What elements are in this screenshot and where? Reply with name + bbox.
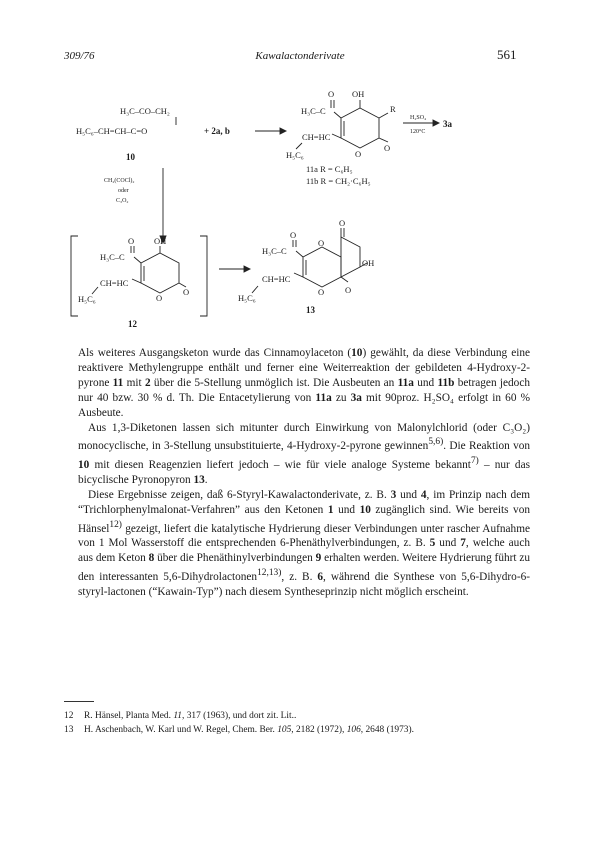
- p1-text-1: Als weiteres Ausgangsketon wurde das Cinnamoylaceton (: [78, 347, 352, 359]
- compound-10-label: 10: [126, 152, 135, 162]
- condition-c3o2: C₃O₂: [116, 198, 129, 204]
- footnote-13-number: 13: [64, 725, 74, 735]
- structure-11-h3c: H₃C–C: [301, 106, 326, 116]
- structure-13-keto-o: O: [290, 230, 297, 240]
- p3-citation-12-13: 12,13): [257, 567, 282, 578]
- structure-12-oh: OH: [154, 236, 167, 246]
- structure-13-h3c: H₃C–C: [262, 246, 287, 256]
- p1-text-4: über die 5-Stellung unmöglich ist. Die Ausbeuten an: [150, 376, 398, 389]
- styryl-bond-12: [132, 279, 141, 283]
- structure-11-ch: CH=HC: [302, 132, 331, 142]
- phenyl-bond-13: [252, 286, 258, 293]
- label-11b: 11b R = CH₂·C₆H₅: [306, 176, 371, 186]
- footnote-13-volume-1: 105: [277, 725, 292, 735]
- arrow-to-11-head: [280, 128, 286, 134]
- p3-ref-8: 8: [148, 552, 155, 565]
- structure-11-oh: OH: [352, 89, 365, 99]
- ring-11: [341, 108, 379, 148]
- p3-text-4: und: [333, 503, 360, 516]
- p2-text-2: . Die Reaktion von: [443, 440, 531, 453]
- ring-12: [141, 253, 179, 293]
- p1-ref-11a-2: 11a: [315, 391, 332, 404]
- phenyl-bond-11: [296, 143, 302, 149]
- reactant-10-line2: H₅C₆–CH=CH–C=O: [76, 126, 148, 136]
- p3-ref-9: 9: [315, 552, 322, 565]
- p1-ref-3a: 3a: [350, 391, 362, 404]
- paragraph-1: [78, 346, 530, 421]
- p2-citation-5-6: 5,6): [428, 437, 444, 448]
- p1-text-8: mit 90proz. H₂SO₄ erfolgt in 60 % Ausbeute.: [78, 391, 530, 419]
- p1-text-3: mit: [123, 376, 145, 389]
- page-number: 561: [497, 47, 517, 62]
- footnote-13-text-2: , 2182 (1972),: [291, 725, 347, 735]
- p2-text-3: mit diesen Reagenzien liefert jedoch – wie für viele analoge Systeme bekannt: [89, 458, 471, 471]
- condition-h2so4: H₂SO₄: [410, 115, 427, 121]
- footnote-13: [64, 725, 414, 735]
- structure-12-ch: CH=HC: [100, 278, 129, 288]
- label-11a: 11a R = C₆H₅: [306, 164, 353, 174]
- paragraph-2: [78, 421, 530, 488]
- acetyl-bond-11: [334, 112, 341, 118]
- footnote-13-text-1: H. Aschenbach, W. Karl und W. Regel, Chem. Ber.: [84, 725, 278, 735]
- p3-ref-4: 4: [420, 488, 427, 501]
- p1-text-7: zu: [331, 391, 351, 404]
- p3-ref-7: 7: [460, 537, 466, 550]
- compound-12-label: 12: [128, 319, 137, 329]
- p3-text-12: , während die Synthese von 5,6-Dihydro-6-styryl-lactonen (“Kawain-Typ”) nach diesem Syntheseprinzip nicht möglich erscheint.: [78, 570, 530, 598]
- p1-text-2: ) gewählt, da diese Verbindung eine reaktivere Methylengruppe enthält und ferner eine Weiterreaktion der gebildeten 4-Hydroxy-2-pyrone: [78, 347, 531, 389]
- exo-o-bond-11: [379, 138, 388, 142]
- bracket-left: [71, 236, 78, 316]
- structure-11-h5c6: H₅C₆: [286, 150, 304, 160]
- condition-malonylchloride: CH₂(COCl)₂: [104, 178, 135, 184]
- arrow-to-3a-head: [433, 120, 439, 126]
- p2-text-1: Aus 1,3-Diketonen lassen sich mitunter durch Einwirkung von Malonylchlorid (oder C₃O₂) monocyclische, in 3-Stellung unsubstituierte, 4-Hydroxy-2-pyrone gewinnen: [78, 421, 530, 453]
- p1-ref-11b: 11b: [437, 376, 455, 389]
- p2-ref-10: 10: [78, 458, 90, 471]
- p2-text-5: .: [204, 473, 208, 486]
- structure-11-r: R: [390, 104, 396, 114]
- p3-text-8: , welche auch aus dem Keton: [78, 537, 530, 565]
- r-bond-11: [379, 113, 388, 118]
- structure-13-h5c6: H₅C₆: [238, 293, 256, 303]
- p3-text-9: über die Phenäthinylverbindungen: [154, 552, 316, 565]
- p3-text-3: , im Prinzip nach dem “Trichlorphenylmalonat-Verfahren” aus den Ketonen: [78, 488, 531, 516]
- ring-13-upper: [341, 237, 360, 277]
- ring-13-lower: [303, 247, 341, 287]
- paragraph-3: [78, 488, 530, 600]
- acetyl-bond-12: [134, 257, 141, 263]
- p3-ref-5: 5: [429, 537, 436, 550]
- p3-text-2: und: [396, 488, 421, 501]
- p3-text-6: gezeigt, liefert die katalytische Hydrierung dieser Verbindungen unter rascher Aufnahme von 1 Mol Wasserstoff die entsprechenden 6-Phenäthylverbindungen, z. B.: [78, 522, 530, 550]
- structure-12-keto-o: O: [128, 236, 135, 246]
- footnote-12: [64, 711, 296, 721]
- condition-oder: oder: [118, 188, 129, 194]
- acetyl-bond-13: [296, 251, 303, 257]
- running-header-title: Kawalactonderivate: [255, 50, 345, 62]
- p1-text-5: und: [413, 376, 438, 389]
- styryl-bond-13: [294, 273, 303, 277]
- footnote-rule: [64, 701, 94, 702]
- exo-o-bond-13: [341, 277, 348, 282]
- structure-13-ch: CH=HC: [262, 274, 291, 284]
- structure-13-oh: OH: [362, 258, 375, 268]
- p1-ref-10: 10: [351, 347, 363, 359]
- p2-ref-13: 13: [193, 473, 205, 486]
- p3-text-10: erhalten werden. Weitere Hydrierung führt zu den interessanten 5,6-Dihydrolactonen: [78, 552, 531, 583]
- structure-12-ring-o: O: [156, 293, 163, 303]
- structure-11-keto-o: O: [328, 89, 335, 99]
- p1-ref-11: 11: [112, 376, 124, 389]
- p3-text-11: , z. B.: [281, 570, 318, 583]
- p2-citation-7: 7): [470, 456, 479, 467]
- reaction-scheme: [0, 0, 600, 330]
- body-text: [78, 346, 530, 600]
- structure-13-top-o: O: [339, 218, 346, 228]
- footnote-12-text-2: , 317 (1963), und dort zit. Lit..: [182, 711, 297, 721]
- p2-text-4: – nur das bicyclische Pyronopyron: [78, 458, 530, 486]
- structure-11-exo-o: O: [384, 143, 391, 153]
- p3-text-5: zugänglich sind. Wie bereits von Hänsel: [78, 503, 530, 535]
- structure-11-ring-o: O: [355, 149, 362, 159]
- bracket-right: [200, 236, 207, 316]
- product-3a: 3a: [443, 119, 452, 129]
- p3-ref-1: 1: [327, 503, 334, 516]
- p3-text-1: Diese Ergebnisse zeigen, daß 6-Styryl-Kawalactonderivate, z. B.: [88, 488, 391, 501]
- arrow-to-13-head: [244, 266, 250, 272]
- condition-temperature: 120°C: [410, 129, 426, 135]
- p3-ref-6: 6: [317, 570, 324, 583]
- styryl-bond-11: [332, 134, 341, 138]
- structure-13-exo-o: O: [345, 285, 352, 295]
- p1-ref-11a: 11a: [397, 376, 414, 389]
- p3-ref-3: 3: [390, 488, 397, 501]
- p3-text-7: und: [435, 537, 461, 550]
- footnote-12-text-1: R. Hänsel, Planta Med.: [84, 711, 174, 721]
- compound-13-label: 13: [306, 305, 315, 315]
- footnote-13-volume-2: 106: [346, 725, 361, 735]
- reactant-10-line1: H₃C–CO–CH₂: [120, 106, 170, 116]
- structure-13-ring-o2: O: [318, 287, 325, 297]
- p3-citation-12: 12): [109, 519, 122, 530]
- p1-ref-2: 2: [144, 376, 151, 389]
- structure-12-h5c6: H₅C₆: [78, 294, 96, 304]
- p1-text-6: betragen jedoch nur 40 bzw. 30 % d. Th. Die Entacetylierung von: [78, 376, 530, 404]
- footnote-12-volume: 11: [173, 711, 182, 721]
- running-header-issue: 309/76: [64, 50, 95, 62]
- footnote-12-number: 12: [64, 711, 74, 721]
- reagent-2ab: + 2a, b: [204, 126, 230, 136]
- p3-ref-10: 10: [359, 503, 371, 516]
- structure-12-h3c: H₃C–C: [100, 252, 125, 262]
- structure-13-ring-o1: O: [318, 238, 325, 248]
- structure-12-exo-o: O: [183, 287, 190, 297]
- phenyl-bond-12: [92, 287, 98, 294]
- footnote-13-text-3: , 2648 (1973).: [360, 725, 414, 735]
